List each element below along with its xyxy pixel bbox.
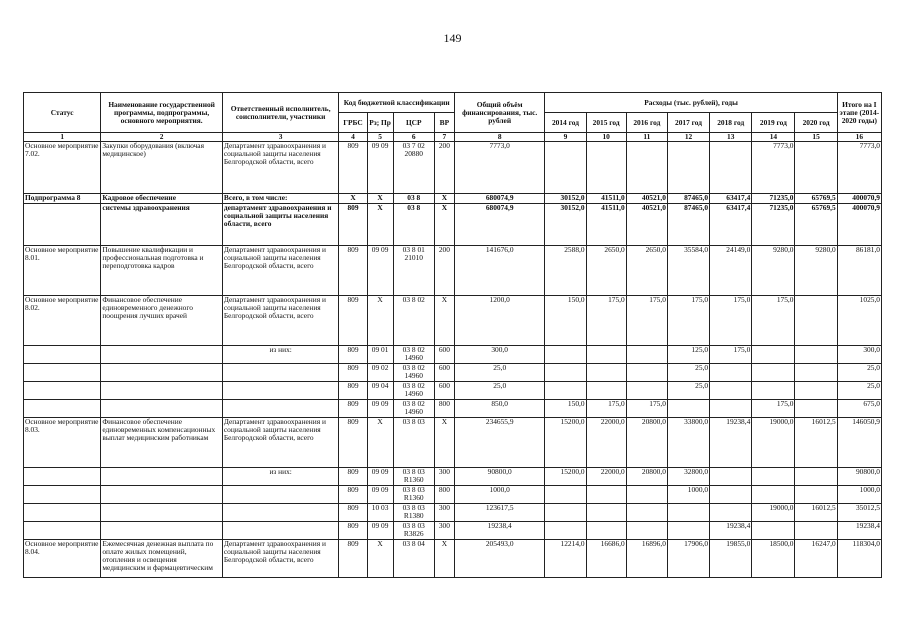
table-row: [24, 382, 882, 400]
table-row: [24, 504, 882, 522]
header-grbs: ГРБС: [339, 113, 367, 133]
cell-y2015: 175,0: [586, 296, 626, 346]
cell-sum: 35012,5: [837, 504, 881, 522]
cell-sum: 1025,0: [837, 296, 881, 346]
cell-y2018: [710, 382, 752, 400]
cell-y2014: [545, 346, 586, 364]
cell-csr: 03 8: [393, 194, 434, 204]
cell-y2014: 30152,0: [545, 194, 586, 204]
cell-name: [101, 504, 223, 522]
cell-rzpr: Х: [367, 296, 393, 346]
cell-executor: Департамент здравоохранения и социальной защиты населения Белгородской области, всего: [222, 418, 339, 468]
cell-name: [101, 382, 223, 400]
cell-status: Подпрограмма 8: [24, 194, 101, 204]
cell-status: [24, 364, 101, 382]
cell-y2018: [710, 468, 752, 486]
cell-y2014: [545, 364, 586, 382]
cell-vr: 200: [434, 246, 454, 296]
cell-y2019: 18500,0: [752, 540, 795, 578]
cell-y2019: 71235,0: [752, 194, 795, 204]
cell-vr: 600: [434, 346, 454, 364]
cell-name: [101, 400, 223, 418]
header-stage-total: Итого на I этапе (2014-2020 годы): [837, 93, 881, 133]
cell-y2020: [795, 486, 837, 504]
cell-vr: 200: [434, 142, 454, 194]
cell-name: Финансовое обеспечение единовременного денежного поощрения лучших врачей: [101, 296, 223, 346]
cell-status: [24, 522, 101, 540]
cell-sum: 25,0: [837, 364, 881, 382]
cell-y2014: [545, 486, 586, 504]
cell-grbs: Х: [339, 194, 367, 204]
column-number: 4: [339, 133, 367, 142]
cell-y2020: [795, 346, 837, 364]
table-row: [24, 486, 882, 504]
cell-status: [24, 204, 101, 246]
cell-rzpr: Х: [367, 418, 393, 468]
cell-name: Кадровое обеспечение: [101, 194, 223, 204]
cell-y2016: 20800,0: [626, 468, 667, 486]
cell-grbs: 809: [339, 540, 367, 578]
cell-y2018: 24149,0: [710, 246, 752, 296]
cell-y2016: 175,0: [626, 400, 667, 418]
cell-name: [101, 364, 223, 382]
cell-executor: [222, 522, 339, 540]
cell-total: 300,0: [454, 346, 544, 364]
cell-y2015: 22000,0: [586, 418, 626, 468]
cell-y2016: 16896,0: [626, 540, 667, 578]
cell-total: 25,0: [454, 382, 544, 400]
cell-grbs: 809: [339, 246, 367, 296]
cell-y2015: 16686,0: [586, 540, 626, 578]
cell-sum: 1000,0: [837, 486, 881, 504]
cell-name: [101, 522, 223, 540]
cell-y2020: 9280,0: [795, 246, 837, 296]
cell-vr: 300: [434, 504, 454, 522]
header-vr: ВР: [434, 113, 454, 133]
cell-y2017: [667, 522, 709, 540]
column-number: 9: [545, 133, 586, 142]
cell-csr: 03 8 02 14960: [393, 346, 434, 364]
cell-vr: 600: [434, 364, 454, 382]
table-row: [24, 296, 882, 346]
cell-csr: 03 8 02 14960: [393, 400, 434, 418]
cell-y2015: [586, 522, 626, 540]
cell-status: [24, 468, 101, 486]
cell-status: Основное мероприятие 8.02.: [24, 296, 101, 346]
cell-y2017: 175,0: [667, 296, 709, 346]
cell-status: Основное мероприятие 7.02.: [24, 142, 101, 194]
cell-rzpr: Х: [367, 194, 393, 204]
cell-csr: 03 8 03: [393, 418, 434, 468]
cell-sum: 19238,4: [837, 522, 881, 540]
cell-total: 25,0: [454, 364, 544, 382]
cell-executor: [222, 364, 339, 382]
cell-sum: 400070,9: [837, 204, 881, 246]
cell-y2020: [795, 382, 837, 400]
cell-vr: 300: [434, 468, 454, 486]
cell-y2016: 2650,0: [626, 246, 667, 296]
cell-y2019: 19000,0: [752, 504, 795, 522]
cell-y2020: [795, 400, 837, 418]
cell-grbs: 809: [339, 522, 367, 540]
cell-sum: 7773,0: [837, 142, 881, 194]
table-row: [24, 142, 882, 194]
cell-csr: 03 8: [393, 204, 434, 246]
cell-status: [24, 346, 101, 364]
cell-y2015: [586, 346, 626, 364]
cell-executor: Департамент здравоохранения и социальной защиты населения Белгородской области, всего: [222, 296, 339, 346]
page-number: 149: [443, 31, 462, 45]
cell-y2017: [667, 142, 709, 194]
cell-executor: Департамент здравоохранения и социальной защиты населения Белгородской области, всего: [222, 246, 339, 296]
cell-csr: 03 8 02 14960: [393, 382, 434, 400]
cell-name: [101, 468, 223, 486]
cell-vr: 800: [434, 400, 454, 418]
cell-y2018: 175,0: [710, 346, 752, 364]
table-row: [24, 364, 882, 382]
cell-y2015: 2650,0: [586, 246, 626, 296]
cell-y2019: [752, 486, 795, 504]
cell-y2015: 41511,0: [586, 204, 626, 246]
cell-total: 123617,5: [454, 504, 544, 522]
cell-csr: 03 7 02 20880: [393, 142, 434, 194]
cell-status: [24, 382, 101, 400]
cell-grbs: 809: [339, 204, 367, 246]
cell-y2017: 33800,0: [667, 418, 709, 468]
cell-name: [101, 486, 223, 504]
table-row: [24, 522, 882, 540]
table-row: [24, 246, 882, 296]
table-row: [24, 418, 882, 468]
cell-y2019: [752, 364, 795, 382]
cell-y2015: [586, 364, 626, 382]
cell-y2020: 16012,5: [795, 504, 837, 522]
cell-y2014: 12214,0: [545, 540, 586, 578]
column-number: 13: [710, 133, 752, 142]
cell-y2018: 19238,4: [710, 418, 752, 468]
header-year: 2016 год: [626, 113, 667, 133]
header-year: 2015 год: [586, 113, 626, 133]
cell-rzpr: 09 02: [367, 364, 393, 382]
table-row: [24, 346, 882, 364]
cell-rzpr: 09 09: [367, 486, 393, 504]
header-year: 2017 год: [667, 113, 709, 133]
table-row: [24, 204, 882, 246]
column-number: 6: [393, 133, 434, 142]
cell-total: 19238,4: [454, 522, 544, 540]
cell-y2018: [710, 504, 752, 522]
cell-executor: Департамент здравоохранения и социальной защиты населения Белгородской области, всего: [222, 142, 339, 194]
cell-total: 1200,0: [454, 296, 544, 346]
cell-y2016: 40521,0: [626, 204, 667, 246]
cell-y2019: [752, 468, 795, 486]
cell-vr: Х: [434, 418, 454, 468]
table-row: [24, 468, 882, 486]
cell-y2020: 16247,0: [795, 540, 837, 578]
cell-csr: 03 8 02: [393, 296, 434, 346]
cell-total: 205493,0: [454, 540, 544, 578]
cell-y2017: [667, 504, 709, 522]
cell-y2019: 9280,0: [752, 246, 795, 296]
cell-executor: [222, 504, 339, 522]
cell-grbs: 809: [339, 400, 367, 418]
cell-y2014: 150,0: [545, 296, 586, 346]
cell-grbs: 809: [339, 468, 367, 486]
cell-executor: Всего, в том числе:: [222, 194, 339, 204]
cell-y2016: [626, 504, 667, 522]
cell-rzpr: 09 01: [367, 346, 393, 364]
cell-grbs: 809: [339, 296, 367, 346]
cell-name: Финансовое обеспечение единовременных компенсационных выплат медицинским работникам: [101, 418, 223, 468]
cell-total: 90800,0: [454, 468, 544, 486]
cell-total: 7773,0: [454, 142, 544, 194]
cell-vr: Х: [434, 540, 454, 578]
cell-grbs: 809: [339, 364, 367, 382]
cell-sum: 675,0: [837, 400, 881, 418]
cell-y2017: 87465,0: [667, 194, 709, 204]
cell-total: 234655,9: [454, 418, 544, 468]
cell-rzpr: 09 09: [367, 246, 393, 296]
cell-total: 1000,0: [454, 486, 544, 504]
cell-executor: департамент здравоохранения и социальной защиты населения области, всего: [222, 204, 339, 246]
header-budget-code: Код бюджетной классификации: [339, 93, 455, 113]
cell-executor: [222, 400, 339, 418]
cell-y2019: 175,0: [752, 296, 795, 346]
cell-y2020: 65769,5: [795, 204, 837, 246]
cell-y2014: 15200,0: [545, 468, 586, 486]
cell-sum: 86181,0: [837, 246, 881, 296]
cell-y2014: [545, 522, 586, 540]
budget-table: [23, 92, 882, 578]
column-number: 12: [667, 133, 709, 142]
cell-y2020: [795, 296, 837, 346]
cell-name: Повышение квалификации и профессиональная подготовка и переподготовка кадров: [101, 246, 223, 296]
cell-y2017: [667, 400, 709, 418]
header-executor: Ответственный исполнитель, соисполнители, участники: [222, 93, 339, 133]
cell-csr: 03 8 01 21010: [393, 246, 434, 296]
cell-name: [101, 346, 223, 364]
cell-vr: 300: [434, 522, 454, 540]
column-number: 5: [367, 133, 393, 142]
cell-y2015: [586, 142, 626, 194]
header-row-1: [24, 93, 882, 113]
cell-total: 141676,0: [454, 246, 544, 296]
cell-rzpr: 09 09: [367, 522, 393, 540]
cell-y2017: 35584,0: [667, 246, 709, 296]
table-row: [24, 540, 882, 578]
cell-y2016: 175,0: [626, 296, 667, 346]
cell-status: Основное мероприятие 8.01.: [24, 246, 101, 296]
cell-y2020: 16012,5: [795, 418, 837, 468]
column-number: 11: [626, 133, 667, 142]
cell-y2018: 63417,4: [710, 204, 752, 246]
column-number: 8: [454, 133, 544, 142]
cell-vr: Х: [434, 296, 454, 346]
cell-y2017: 87465,0: [667, 204, 709, 246]
cell-y2016: [626, 364, 667, 382]
cell-y2016: [626, 522, 667, 540]
cell-y2015: [586, 486, 626, 504]
cell-vr: Х: [434, 194, 454, 204]
cell-y2018: [710, 142, 752, 194]
cell-y2019: 19000,0: [752, 418, 795, 468]
column-number: 16: [837, 133, 881, 142]
cell-csr: 03 8 03 R1360: [393, 468, 434, 486]
cell-y2020: [795, 142, 837, 194]
cell-y2015: 22000,0: [586, 468, 626, 486]
cell-y2017: 32800,0: [667, 468, 709, 486]
cell-y2014: [545, 382, 586, 400]
cell-y2017: 125,0: [667, 346, 709, 364]
cell-status: Основное мероприятие 8.03.: [24, 418, 101, 468]
header-status: Статус: [24, 93, 101, 133]
cell-sum: 400070,9: [837, 194, 881, 204]
table-row: [24, 400, 882, 418]
cell-vr: Х: [434, 204, 454, 246]
cell-y2015: [586, 504, 626, 522]
cell-y2014: 15200,0: [545, 418, 586, 468]
cell-csr: 03 8 02 14960: [393, 364, 434, 382]
cell-csr: 03 8 04: [393, 540, 434, 578]
header-year: 2020 год: [795, 113, 837, 133]
cell-name: системы здравоохранения: [101, 204, 223, 246]
header-csr: ЦСР: [393, 113, 434, 133]
cell-y2015: 41511,0: [586, 194, 626, 204]
cell-status: Основное мероприятие 8.04.: [24, 540, 101, 578]
cell-grbs: 809: [339, 504, 367, 522]
cell-y2018: 63417,4: [710, 194, 752, 204]
cell-name: Ежемесячная денежная выплата по оплате жилых помещений, отопления и освещения медицинским и фармацевтическим: [101, 540, 223, 578]
cell-sum: 25,0: [837, 382, 881, 400]
cell-executor: из них:: [222, 346, 339, 364]
cell-rzpr: Х: [367, 540, 393, 578]
cell-vr: 800: [434, 486, 454, 504]
cell-sum: 146050,9: [837, 418, 881, 468]
cell-y2018: [710, 364, 752, 382]
cell-y2016: 40521,0: [626, 194, 667, 204]
cell-name: Закупки оборудования (включая медицинское): [101, 142, 223, 194]
cell-y2019: 175,0: [752, 400, 795, 418]
header-year: 2014 год: [545, 113, 586, 133]
cell-y2020: [795, 364, 837, 382]
column-number: 3: [222, 133, 339, 142]
cell-status: [24, 504, 101, 522]
cell-y2018: [710, 486, 752, 504]
cell-vr: 600: [434, 382, 454, 400]
cell-y2018: [710, 400, 752, 418]
cell-sum: 118304,0: [837, 540, 881, 578]
cell-status: [24, 400, 101, 418]
cell-sum: 300,0: [837, 346, 881, 364]
cell-y2014: [545, 504, 586, 522]
cell-total: 680074,9: [454, 194, 544, 204]
cell-rzpr: Х: [367, 204, 393, 246]
header-expenses: Расходы (тыс. рублей), годы: [545, 93, 837, 113]
table-body: [24, 142, 882, 578]
cell-y2016: [626, 382, 667, 400]
cell-rzpr: 09 09: [367, 142, 393, 194]
cell-sum: 90800,0: [837, 468, 881, 486]
cell-grbs: 809: [339, 486, 367, 504]
header-total: Общий объём финансирования, тыс. рублей: [454, 93, 544, 133]
cell-y2016: 20800,0: [626, 418, 667, 468]
cell-total: 850,0: [454, 400, 544, 418]
cell-csr: 03 8 03 R1360: [393, 486, 434, 504]
cell-rzpr: 09 09: [367, 400, 393, 418]
cell-y2015: 175,0: [586, 400, 626, 418]
cell-y2019: [752, 346, 795, 364]
cell-y2019: [752, 382, 795, 400]
cell-rzpr: 09 04: [367, 382, 393, 400]
cell-y2016: [626, 142, 667, 194]
header-year: 2019 год: [752, 113, 795, 133]
cell-y2014: 150,0: [545, 400, 586, 418]
cell-y2018: 19238,4: [710, 522, 752, 540]
cell-y2020: [795, 468, 837, 486]
cell-y2018: 175,0: [710, 296, 752, 346]
cell-y2017: 25,0: [667, 364, 709, 382]
cell-y2019: 71235,0: [752, 204, 795, 246]
cell-y2019: 7773,0: [752, 142, 795, 194]
cell-y2018: 19855,0: [710, 540, 752, 578]
cell-executor: [222, 486, 339, 504]
cell-grbs: 809: [339, 418, 367, 468]
cell-grbs: 809: [339, 346, 367, 364]
cell-y2016: [626, 346, 667, 364]
column-number: 7: [434, 133, 454, 142]
table-row: [24, 194, 882, 204]
header-name: Наименование государственной программы, подпрограммы, основного мероприятия.: [101, 93, 223, 133]
column-number-row: [24, 133, 882, 142]
cell-total: 680074,9: [454, 204, 544, 246]
cell-y2017: 17906,0: [667, 540, 709, 578]
column-number: 1: [24, 133, 101, 142]
cell-rzpr: 10 03: [367, 504, 393, 522]
cell-y2015: [586, 382, 626, 400]
column-number: 14: [752, 133, 795, 142]
cell-executor: из них:: [222, 468, 339, 486]
cell-status: [24, 486, 101, 504]
column-number: 15: [795, 133, 837, 142]
cell-y2014: 30152,0: [545, 204, 586, 246]
cell-y2016: [626, 486, 667, 504]
cell-y2017: 25,0: [667, 382, 709, 400]
cell-grbs: 809: [339, 382, 367, 400]
column-number: 2: [101, 133, 223, 142]
cell-rzpr: 09 09: [367, 468, 393, 486]
cell-y2017: 1000,0: [667, 486, 709, 504]
header-rzpr: Рз; Пр: [367, 113, 393, 133]
cell-executor: [222, 382, 339, 400]
column-number: 10: [586, 133, 626, 142]
cell-y2014: [545, 142, 586, 194]
cell-grbs: 809: [339, 142, 367, 194]
header-year: 2018 год: [710, 113, 752, 133]
cell-y2020: [795, 522, 837, 540]
cell-executor: Департамент здравоохранения и социальной защиты населения Белгородской области, всего: [222, 540, 339, 578]
cell-y2020: 65769,5: [795, 194, 837, 204]
cell-csr: 03 8 03 R3826: [393, 522, 434, 540]
cell-csr: 03 8 03 R1380: [393, 504, 434, 522]
cell-y2014: 2588,0: [545, 246, 586, 296]
cell-y2019: [752, 522, 795, 540]
